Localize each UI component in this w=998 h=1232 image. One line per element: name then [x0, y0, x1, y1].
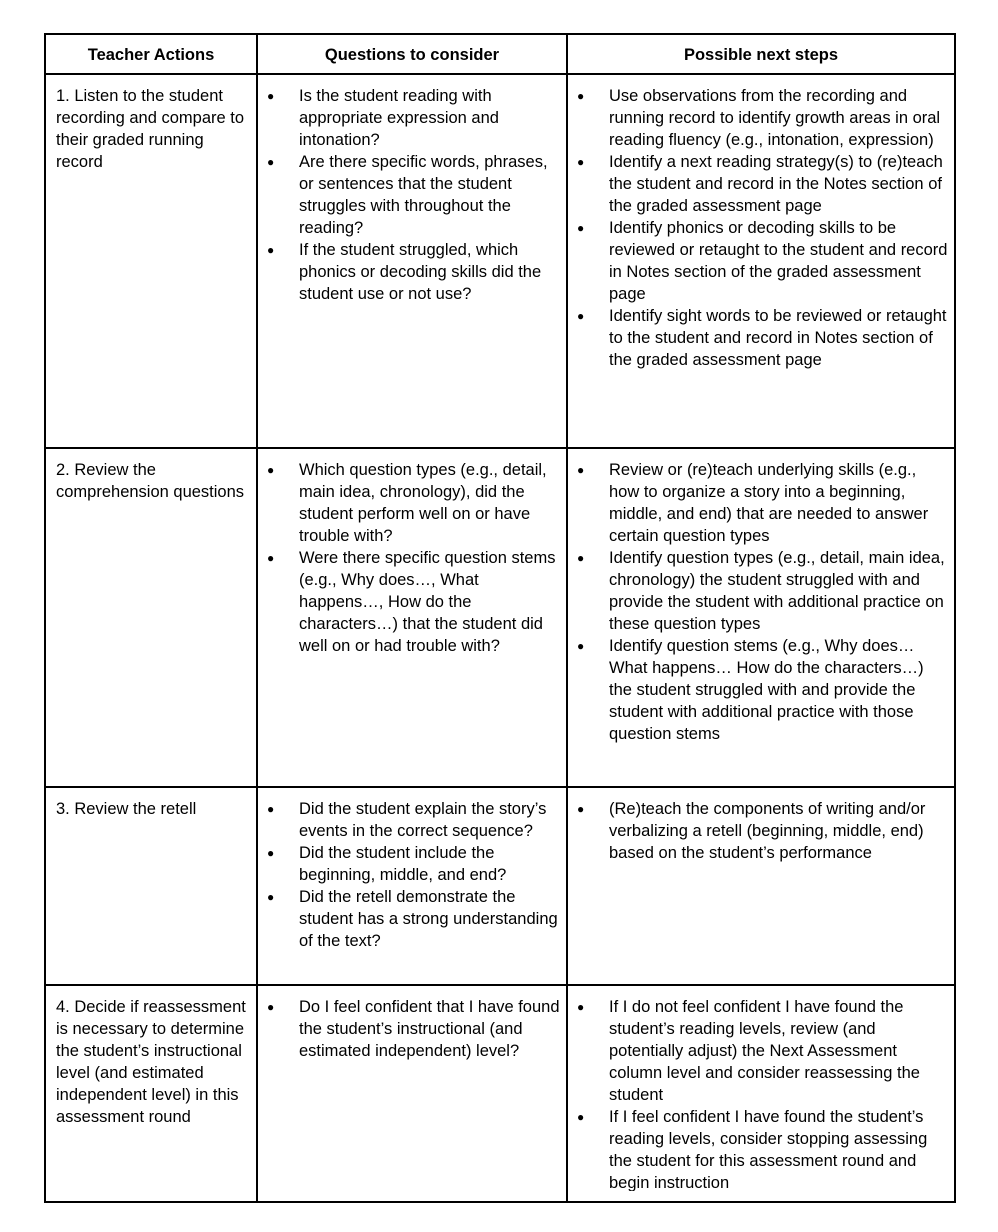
teacher-action-text: 1. Listen to the student recording and compare to their graded running record — [56, 87, 245, 171]
questions-list — [258, 459, 562, 657]
questions-cell — [257, 74, 567, 448]
table-row — [45, 74, 955, 448]
questions-list — [258, 996, 562, 1062]
questions-list — [258, 798, 562, 952]
questions-cell — [257, 448, 567, 787]
next-step-item: ● If I do not feel confident I have found the student’s reading levels, review (and potentially adjust) the Next Assessment column level and consider reassessing the student — [568, 996, 950, 1106]
table-row — [45, 448, 955, 787]
next-step-item: ● (Re)teach the components of writing and/or verbalizing a retell (beginning, middle, end) based on the student’s performance — [568, 798, 950, 864]
teacher-action-text: 2. Review the comprehension questions — [56, 461, 245, 501]
question-item: ● Were there specific question stems (e.g., Why does…, What happens…, How do the characters…) that the student did well on or had trouble with? — [258, 547, 562, 657]
question-item: ● Did the retell demonstrate the student has a strong understanding of the text? — [258, 886, 562, 952]
header-row — [45, 34, 955, 74]
table-row — [45, 787, 955, 985]
next-steps-list — [568, 459, 950, 745]
question-item: ● Did the student explain the story’s events in the correct sequence? — [258, 798, 562, 842]
next-step-item: ● Identify question types (e.g., detail, main idea, chronology) the student struggled with and provide the student with additional practice on these question types — [568, 547, 950, 635]
next-steps-cell — [567, 448, 955, 787]
header-possible-next-steps: Possible next steps — [567, 34, 955, 74]
next-step-item: ● If I feel confident I have found the student’s reading levels, consider stopping assessing the student for this assessment round and begin instruction — [568, 1106, 950, 1191]
table-row — [45, 985, 955, 1202]
next-step-item: ● Identify phonics or decoding skills to be reviewed or retaught to the student and record in Notes section of the graded assessment page — [568, 217, 950, 305]
next-steps-list — [568, 798, 950, 864]
next-step-item: ● Use observations from the recording and running record to identify growth areas in oral reading fluency (e.g., intonation, expression) — [568, 85, 950, 151]
question-item: ● Is the student reading with appropriate expression and intonation? — [258, 85, 562, 151]
teacher-action-text: 4. Decide if reassessment is necessary to determine the student’s instructional level (and estimated independent level) in this assessment round — [56, 998, 246, 1126]
next-steps-list — [568, 85, 950, 371]
questions-cell — [257, 787, 567, 985]
questions-cell — [257, 985, 567, 1202]
next-steps-cell — [567, 787, 955, 985]
header-questions-to-consider: Questions to consider — [257, 34, 567, 74]
next-step-item: ● Identify question stems (e.g., Why does…What happens… How do the characters…) the student struggled with and provide the student with additional practice with those question stems — [568, 635, 950, 745]
next-steps-cell — [567, 985, 955, 1202]
next-steps-cell — [567, 74, 955, 448]
teacher-action-cell — [45, 787, 257, 985]
teacher-action-text: 3. Review the retell — [56, 800, 197, 818]
teacher-actions-table — [44, 33, 956, 1203]
teacher-action-cell — [45, 985, 257, 1202]
teacher-action-cell — [45, 74, 257, 448]
question-item: ● Are there specific words, phrases, or sentences that the student struggles with throughout the reading? — [258, 151, 562, 239]
header-teacher-actions: Teacher Actions — [45, 34, 257, 74]
question-item: ● Do I feel confident that I have found the student’s instructional (and estimated independent) level? — [258, 996, 562, 1062]
next-step-item: ● Identify a next reading strategy(s) to (re)teach the student and record in the Notes section of the graded assessment page — [568, 151, 950, 217]
next-steps-list — [568, 996, 950, 1191]
question-item: ● Which question types (e.g., detail, main idea, chronology), did the student perform well on or have trouble with? — [258, 459, 562, 547]
questions-list — [258, 85, 562, 305]
question-item: ● Did the student include the beginning, middle, and end? — [258, 842, 562, 886]
question-item: ● If the student struggled, which phonics or decoding skills did the student use or not use? — [258, 239, 562, 305]
next-step-item: ● Identify sight words to be reviewed or retaught to the student and record in Notes section of the graded assessment page — [568, 305, 950, 371]
teacher-action-cell — [45, 448, 257, 787]
next-step-item: ● Review or (re)teach underlying skills (e.g., how to organize a story into a beginning, middle, and end) that are needed to answer certain question types — [568, 459, 950, 547]
